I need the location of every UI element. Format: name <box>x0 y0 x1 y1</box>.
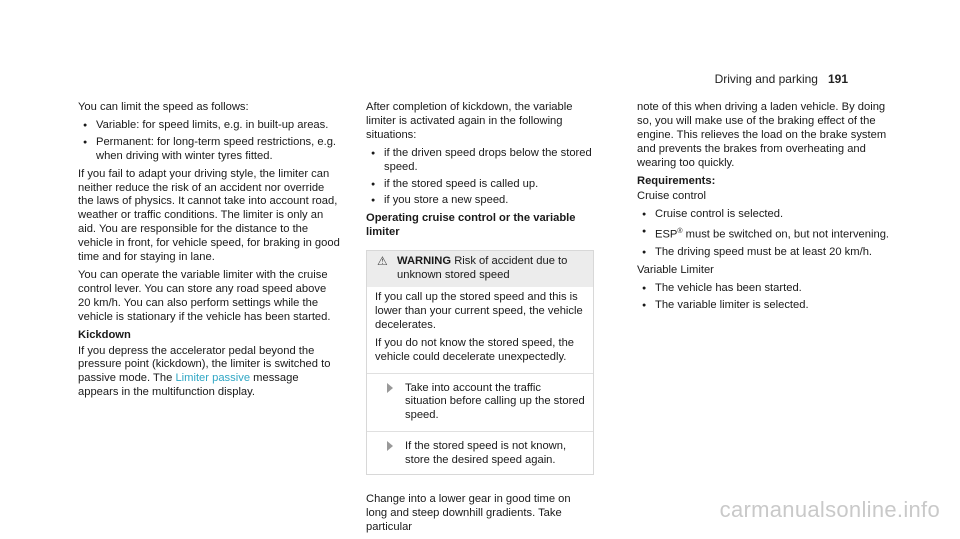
warning-header <box>367 251 593 287</box>
list-item: ● Cruise control is selected. <box>637 208 899 222</box>
warning-body <box>367 287 593 474</box>
watermark: carmanualsonline.info <box>719 497 940 522</box>
column-2 <box>366 101 594 539</box>
braking-effect-paragraph: note of this when driving a laden vehicle. By doing so, you will make use of the braking effect of the engine. This relieves the load on the brake system and prevents the brakes from overheating and wearing too quickly. <box>637 101 887 169</box>
arrow-right-icon <box>387 441 393 451</box>
list-item: ● ESP® must be switched on, but not intervening. <box>637 225 899 243</box>
list-item: ● if you store a new speed. <box>366 194 594 208</box>
divider <box>367 373 593 374</box>
kickdown-paragraph: If you depress the accelerator pedal beyond the pressure point (kickdown), the limiter is switched to passive mode. The Limiter passive message appears in the multifunction display. <box>78 344 331 399</box>
limit-intro: You can limit the speed as follows: <box>78 101 249 113</box>
column-3 <box>637 101 899 317</box>
warning-step-2: If the stored speed is not known, store the desired speed again. <box>375 440 585 468</box>
warning-step-1: Take into account the traffic situation before calling up the stored speed. <box>375 382 585 424</box>
warning-text-1: If you call up the stored speed and this is lower than your current speed, the vehicle decelerates. <box>375 290 583 331</box>
downhill-paragraph: Change into a lower gear in good time on long and steep downhill gradients. Take particular <box>366 493 571 533</box>
list-item: ● Permanent: for long-term speed restrictions, e.g. when driving with winter tyres fitted. <box>78 136 340 164</box>
list-item: ● The vehicle has been started. <box>637 282 899 296</box>
page-header <box>715 72 848 86</box>
divider <box>367 431 593 432</box>
list-item: ● Variable: for speed limits, e.g. in built-up areas. <box>78 119 340 133</box>
requirements-heading: Requirements: <box>637 174 716 187</box>
limiter-passive-link[interactable]: Limiter passive <box>175 372 251 385</box>
list-item: ● The variable limiter is selected. <box>637 299 899 313</box>
operating-heading: Operating cruise control or the variable limiter <box>366 212 576 239</box>
warning-text-2: If you do not know the stored speed, the vehicle could decelerate unexpectedly. <box>375 336 575 363</box>
kickdown-reactivation-intro: After completion of kickdown, the variable limiter is activated again in the following situations: <box>366 101 573 141</box>
reactivation-list <box>366 147 594 209</box>
warning-box <box>366 250 594 475</box>
variable-limiter-label: Variable Limiter <box>637 263 714 276</box>
limiter-operation-paragraph: You can operate the variable limiter with the cruise control lever. You can store any road speed above 20 km/h. You can also perform settings while the vehicle is stationary if the vehicle has been started. <box>78 268 331 323</box>
limiter-requirements-list <box>637 282 899 313</box>
column-1 <box>78 101 340 404</box>
arrow-right-icon <box>387 383 393 393</box>
section-title: Driving and parking <box>714 72 818 86</box>
list-item: ● if the driven speed drops below the stored speed. <box>366 147 594 175</box>
limiter-aid-paragraph: If you fail to adapt your driving style, the limiter can neither reduce the risk of an accident nor override the laws of physics. It cannot take into account road, weather or traffic conditions. The limiter is only an aid. You are responsible for the distance to the vehicle in front, for vehicle speed, for braking in good time and for staying in lane. <box>78 167 340 264</box>
list-item: ● if the stored speed is called up. <box>366 178 594 192</box>
warning-label: WARNING <box>397 255 452 268</box>
list-item: ● The driving speed must be at least 20 km/h. <box>637 246 899 260</box>
limit-options-list <box>78 119 340 164</box>
warning-triangle-icon: ⚠ <box>377 254 388 269</box>
page-number: 191 <box>827 72 848 86</box>
cruise-control-label: Cruise control <box>637 190 707 203</box>
kickdown-heading: Kickdown <box>78 328 131 341</box>
cruise-requirements-list <box>637 208 899 259</box>
warning-title: Risk of accident due to unknown stored speed <box>397 255 568 282</box>
